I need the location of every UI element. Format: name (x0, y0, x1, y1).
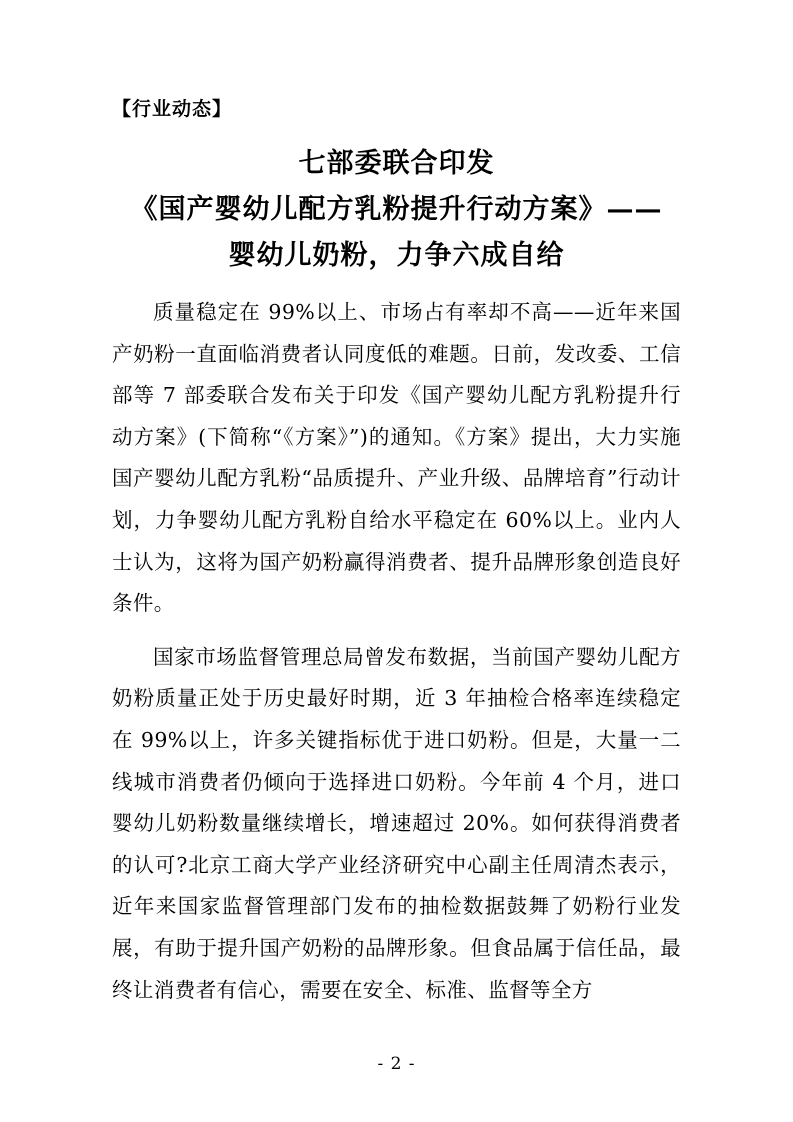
title-line-3: 婴幼儿奶粉，力争六成自给 (228, 240, 565, 272)
page-title (112, 141, 681, 280)
body-paragraph-2: 国家市场监督管理总局曾发布数据，当前国产婴幼儿配方奶粉质量正处于历史最好时期，近 3 年抽检合格率连续稳定在 99%以上，许多关键指标优于进口奶粉。但是，大量一二线城市消费者仍倾向于选择进口奶粉。今年前 4 个月，进口婴幼儿奶粉数量继续增长，增速超过 20%。如何获得消费者的认可?北京工商大学产业经济研究中心副主任周清杰表示，近年来国家监督管理部门发布的抽检数据鼓舞了奶粉行业发展，有助于提升国产奶粉的品牌形象。但食品属于信任品，最终让消费者有信心，需要在安全、标准、监督等全方 (112, 644, 681, 1002)
title-line-2: 《国产婴幼儿配方乳粉提升行动方案》—— (130, 194, 663, 226)
page-number: - 2 - (377, 1054, 416, 1074)
body-paragraph-1: 质量稳定在 99%以上、市场占有率却不高——近年来国产奶粉一直面临消费者认同度低的难题。日前，发改委、工信部等 7 部委联合发布关于印发《国产婴幼儿配方乳粉提升行动方案》(下简称“《方案》”)的通知。《方案》提出，大力实施国产婴幼儿配方乳粉“品质提升、产业升级、品牌培育”行动计划，力争婴幼儿配方乳粉自给水平稳定在 60%以上。业内人士认为，这将为国产奶粉赢得消费者、提升品牌形象创造良好条件。 (112, 299, 681, 616)
title-line-1: 七部委联合印发 (298, 147, 495, 179)
section-tag: 【行业动态】 (112, 98, 233, 120)
